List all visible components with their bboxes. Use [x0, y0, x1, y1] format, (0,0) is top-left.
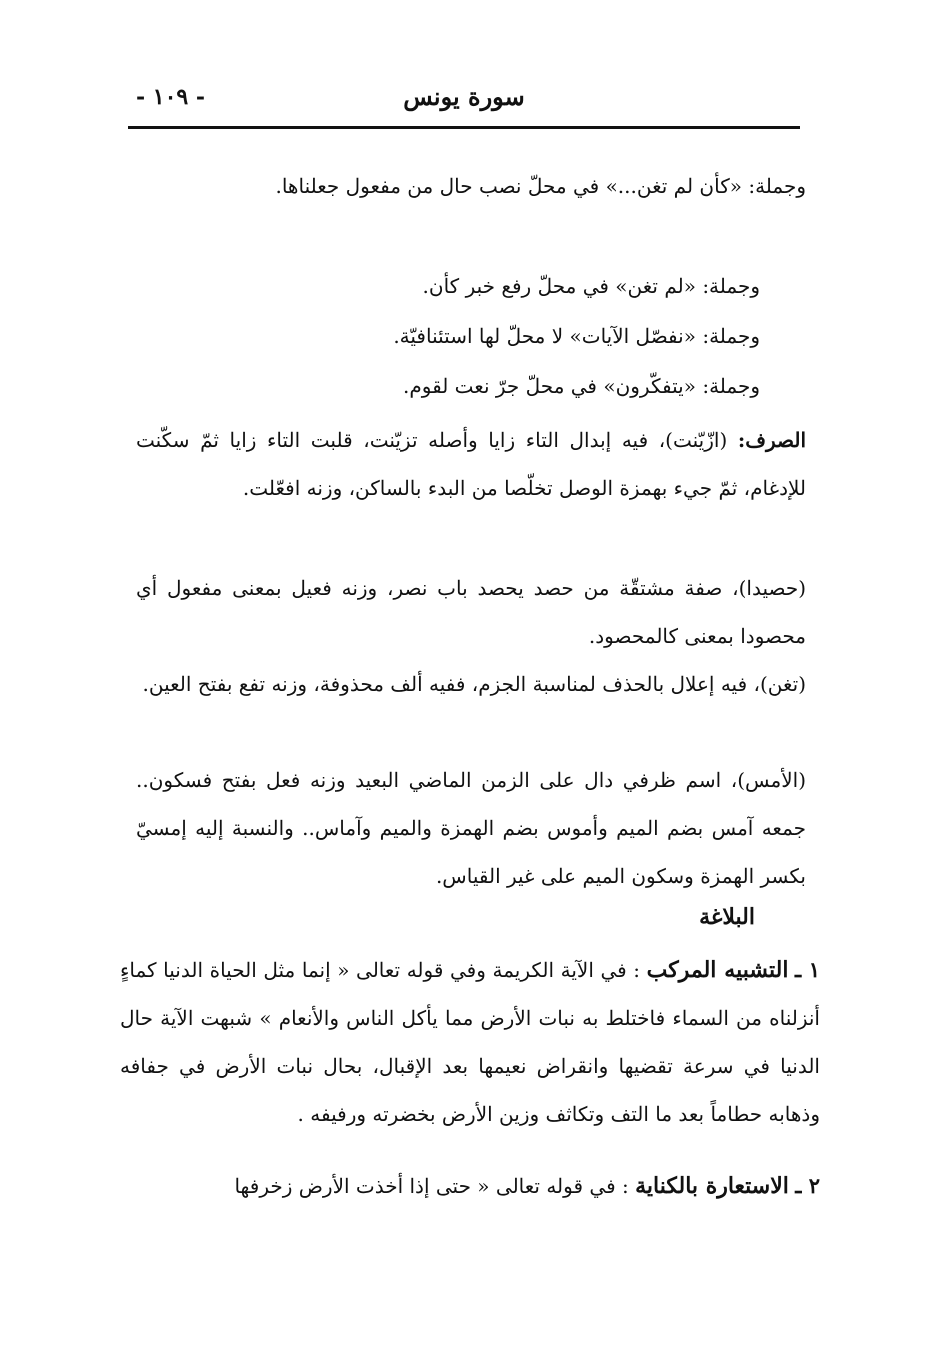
- sarf-label: الصرف:: [737, 428, 807, 452]
- page-number: - ١٠٩ -: [136, 84, 206, 110]
- sarf-text: (ازّيّنت)، فيه إبدال التاء زايا وأصله تزيّنت، قلبت التاء زايا ثمّ سكّنت للإدغام، ثمّ جيء بهمزة الوصل تخلّصا من البدء بالساكن، وزنه افعّلت.: [136, 428, 806, 500]
- syntax-line-3: وجملة: «نفصّل الآيات» لا محلّ لها استئنافيّة.: [393, 324, 760, 348]
- sarf-paragraph: [136, 416, 806, 512]
- surah-title: سورة يونس: [403, 82, 525, 111]
- syntax-line-2: وجملة: «لم تغن» في محلّ رفع خبر كأن.: [422, 274, 760, 298]
- item-text: : في الآية الكريمة وفي قوله تعالى « إنما مثل الحياة الدنيا كماءٍ أنزلناه من السماء فاختلط به نبات الأرض مما يأكل الناس والأنعام » شبهت الآية حال الدنيا في سرعة تقضيها وانقراض نعيمها بعد الإقبال، بحال نبات الأرض في جفافه وذهابه حطاماً بعد ما التف وتكاثف وزين الأرض بخضرته ورفيفه .: [120, 958, 820, 1126]
- item-term: التشبيه المركب: [646, 957, 789, 983]
- item-text: : في قوله تعالى « حتى إذا أخذت الأرض زخرفها: [234, 1174, 629, 1198]
- item-number: ١ ـ: [795, 957, 821, 982]
- syntax-line-4: وجملة: «يتفكّرون» في محلّ جرّ نعت لقوم.: [403, 374, 760, 398]
- balagha-item-1: [120, 946, 820, 1138]
- morph-paragraph-ams: (الأمس)، اسم ظرفي دال على الزمن الماضي البعيد وزنه فعل بفتح فسكون.. جمعه آمس بضم الميم وأموس بضم الهمزة والميم وآماس.. والنسبة إليه إمسيّ بكسر الهمزة وسكون الميم على غير القياس.: [136, 768, 806, 888]
- balagha-heading: البلاغة: [699, 904, 755, 930]
- item-number: ٢ ـ: [795, 1173, 820, 1198]
- syntax-line-1: وجملة: «كأن لم تغن...» في محلّ نصب حال من مفعول جعلناها.: [275, 174, 806, 198]
- morph-paragraph-hasida: (حصيدا)، صفة مشتقّة من حصد يحصد باب نصر، وزنه فعيل بمعنى مفعول أي محصودا بمعنى كالمحصود.: [136, 576, 806, 648]
- balagha-item-2: [120, 1162, 820, 1210]
- page-header: [128, 80, 800, 120]
- morph-paragraph-taghna: (تغن)، فيه إعلال بالحذف لمناسبة الجزم، ففيه ألف محذوفة، وزنه تفع بفتح العين.: [142, 672, 806, 696]
- header-rule: [128, 126, 800, 129]
- item-term: الاستعارة بالكناية: [635, 1173, 789, 1199]
